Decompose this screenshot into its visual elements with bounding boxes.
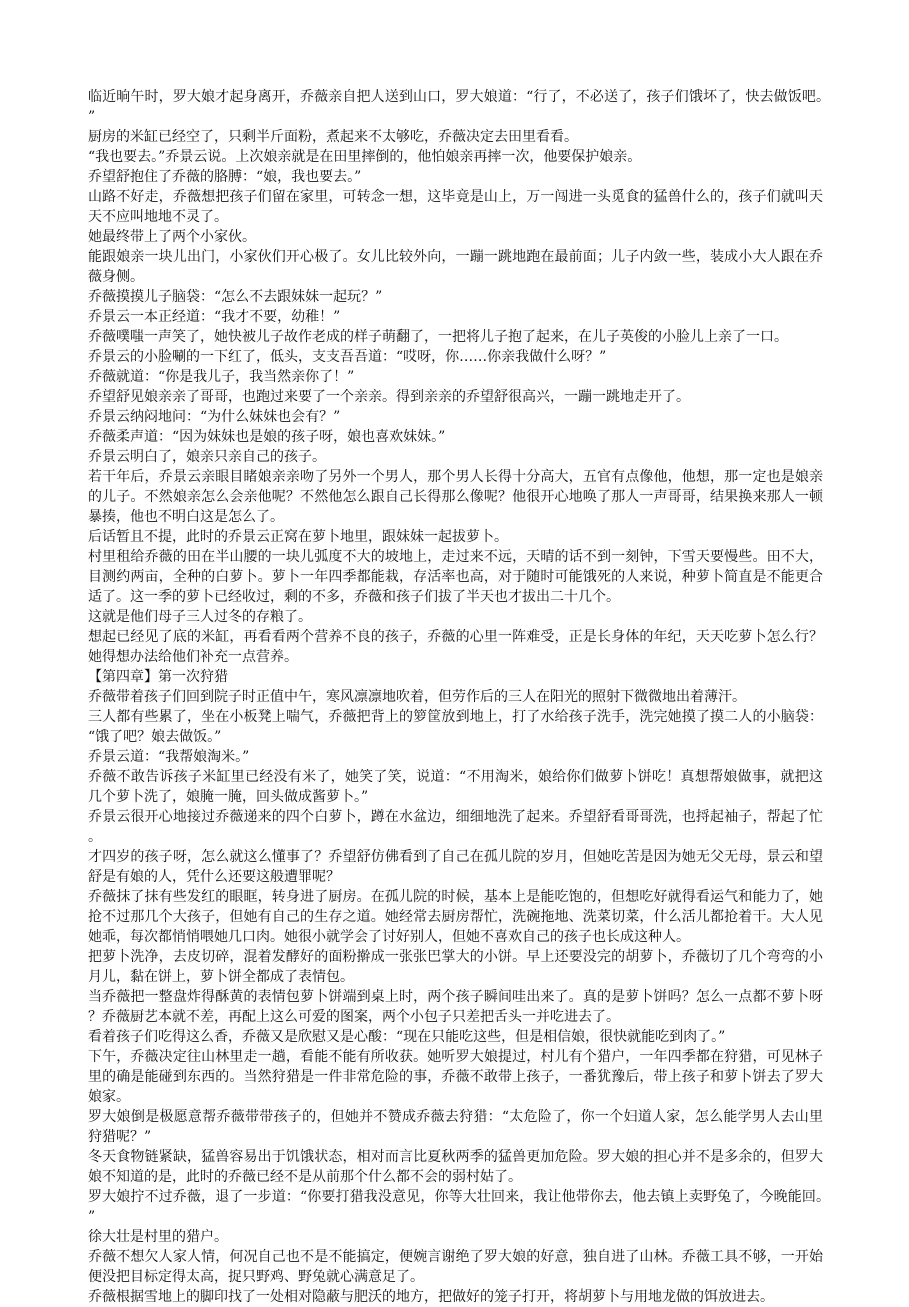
- paragraph: 罗大娘倒是极愿意帮乔薇带带孩子的，但她并不赞成乔薇去狩猎：“太危险了，你一个妇道人家，怎么能学男人去山里狩猎呢？”: [88, 1109, 823, 1145]
- paragraph: 后话暂且不提，此时的乔景云正窝在萝卜地里，跟妹妹一起拔萝卜。: [88, 529, 508, 545]
- paragraph: 冬天食物链紧缺，猛兽容易出于饥饿状态，相对而言比夏秋两季的猛兽更加危险。罗大娘的担心并不是多余的，但罗大娘不知道的是，此时的乔薇已经不是从前那个什么都不会的弱村姑了。: [88, 1149, 823, 1185]
- paragraph: 当乔薇把一整盘炸得酥黄的表情包萝卜饼端到桌上时，两个孩子瞬间哇出来了。真的是萝卜饼吗？怎么一点都不萝卜呀？乔薇厨艺本就不差，再配上这么可爱的图案，两个小包子只差把舌头一并吃进去了。: [88, 989, 823, 1025]
- chapter-heading: 【第四章】第一次狩猎: [88, 669, 228, 685]
- paragraph: 乔薇不想欠人家人情，何况自己也不是不能搞定，便婉言谢绝了罗大娘的好意，独自进了山林。乔薇工具不够，一开始便没把目标定得太高，捉只野鸡、野兔就心满意足了。: [88, 1249, 823, 1285]
- paragraph: 这就是他们母子三人过冬的存粮了。: [88, 609, 312, 625]
- paragraph: 山路不好走，乔薇想把孩子们留在家里，可转念一想，这毕竟是山上，万一闯进一头觅食的猛兽什么的，孩子们就叫天天不应叫地地不灵了。: [88, 189, 823, 225]
- paragraph: 临近晌午时，罗大娘才起身离开，乔薇亲自把人送到山口，罗大娘道：“行了，不必送了，孩子们饿坏了，快去做饭吧。”: [88, 89, 823, 125]
- paragraph: 乔景云纳闷地问：“为什么妹妹也会有？”: [88, 409, 341, 425]
- paragraph: 才四岁的孩子呀，怎么就这么懂事了？乔望舒仿佛看到了自己在孤儿院的岁月，但她吃苦是因为她无父无母，景云和望舒是有娘的人，凭什么还要这般遭罪呢？: [88, 849, 823, 885]
- paragraph: 乔望舒见娘亲亲了哥哥，也跑过来要了一个亲亲。得到亲亲的乔望舒很高兴，一蹦一跳地走开了。: [88, 389, 690, 405]
- paragraph: 看着孩子们吃得这么香，乔薇又是欣慰又是心酸：“现在只能吃这些，但是相信娘，很快就能吃到肉了。”: [88, 1029, 726, 1045]
- paragraph: 乔望舒抱住了乔薇的胳膊：“娘，我也要去。”: [88, 169, 362, 185]
- paragraph: 下午，乔薇决定往山林里走一趟，看能不能有所收获。她听罗大娘提过，村儿有个猎户，一年四季都在狩猎，可见林子里的确是能碰到东西的。当然狩猎是一件非常危险的事，乔薇不敢带上孩子，一番犹豫后，带上孩子和萝卜饼去了罗大娘家。: [88, 1049, 823, 1105]
- paragraph: 乔薇不敢告诉孩子米缸里已经没有米了，她笑了笑，说道：“不用淘米，娘给你们做萝卜饼吃！真想帮娘做事，就把这几个萝卜洗了，娘腌一腌，回头做成酱萝卜。”: [88, 769, 823, 805]
- paragraph: 乔薇噗嗤一声笑了，她快被儿子故作老成的样子萌翻了，一把将儿子抱了起来，在儿子英俊的小脸儿上亲了一口。: [88, 329, 788, 345]
- paragraph: 把萝卜洗净，去皮切碎，混着发酵好的面粉擀成一张张巴掌大的小饼。早上还要没完的胡萝卜，乔薇切了几个弯弯的小月儿，黏在饼上，萝卜饼全都成了表情包。: [88, 949, 823, 985]
- paragraph: “我也要去。”乔景云说。上次娘亲就是在田里摔倒的，他怕娘亲再摔一次，他要保护娘亲。: [88, 149, 642, 165]
- paragraph: 乔薇就道：“你是我儿子，我当然亲你了！”: [88, 369, 355, 385]
- paragraph: 乔薇带着孩子们回到院子时正值中午，寒风凛凛地吹着，但劳作后的三人在阳光的照射下微微地出着薄汗。: [88, 689, 746, 705]
- paragraph: 三人都有些累了，坐在小板凳上喘气，乔薇把背上的箩筐放到地上，打了水给孩子洗手，洗完她摸了摸二人的小脑袋：“饿了吧？娘去做饭。”: [88, 709, 823, 745]
- paragraph: 乔景云道：“我帮娘淘米。”: [88, 749, 250, 765]
- paragraph: 乔薇摸摸儿子脑袋：“怎么不去跟妹妹一起玩？”: [88, 289, 383, 305]
- paragraph: 她最终带上了两个小家伙。: [88, 229, 256, 245]
- paragraph: 乔薇根据雪地上的脚印找了一处相对隐蔽与肥沃的地方，把做好的笼子打开，将胡萝卜与用地龙做的饵放进去。: [88, 1289, 774, 1305]
- paragraph: 乔薇抹了抹有些发红的眼眶，转身进了厨房。在孤儿院的时候，基本上是能吃饱的，但想吃好就得看运气和能力了，她抢不过那几个大孩子，但她有自己的生存之道。她经常去厨房帮忙，洗碗拖地、洗菜切菜，什么活儿都抢着干。大人见她乖，每次都悄悄喂她几口肉。她很小就学会了讨好别人，但她不喜欢自己的孩子也长成这种人。: [88, 889, 823, 945]
- paragraph: 乔薇柔声道：“因为妹妹也是娘的孩子呀，娘也喜欢妹妹。”: [88, 429, 446, 445]
- paragraph: 能跟娘亲一块儿出门，小家伙们开心极了。女儿比较外向，一蹦一跳地跑在最前面；儿子内敛一些，装成小大人跟在乔薇身侧。: [88, 249, 823, 285]
- paragraph: 徐大壮是村里的猎户。: [88, 1229, 228, 1245]
- paragraph: 乔景云很开心地接过乔薇递来的四个白萝卜，蹲在水盆边，细细地洗了起来。乔望舒看哥哥洗，也捋起袖子，帮起了忙。: [88, 809, 823, 845]
- paragraph: 若干年后，乔景云亲眼目睹娘亲亲吻了另外一个男人，那个男人长得十分高大，五官有点像他，他想，那一定也是娘亲的儿子。不然娘亲怎么会亲他呢？不然他怎么跟自己长得那么像呢？他很开心地唤了那人一声哥哥，结果换来那人一顿暴揍，他也不明白这是怎么了。: [88, 469, 823, 525]
- paragraph: 想起已经见了底的米缸，再看看两个营养不良的孩子，乔薇的心里一阵难受，正是长身体的年纪，天天吃萝卜怎么行？她得想办法给他们补充一点营养。: [88, 629, 823, 665]
- paragraph: 厨房的米缸已经空了，只剩半斤面粉，煮起来不太够吃，乔薇决定去田里看看。: [88, 129, 578, 145]
- paragraph: 村里租给乔薇的田在半山腰的一块儿弧度不大的坡地上，走过来不远，天晴的话不到一刻钟，下雪天要慢些。田不大，目测约两亩，全种的白萝卜。萝卜一年四季都能栽，存活率也高，对于随时可能饿死的人来说，种萝卜简直是不能更合适了。这一季的萝卜已经收过，剩的不多，乔薇和孩子们拔了半天也才拔出二十几个。: [88, 549, 823, 605]
- document-page: [88, 87, 823, 1307]
- paragraph: 乔景云明白了，娘亲只亲自己的孩子。: [88, 449, 326, 465]
- paragraph: 乔景云的小脸唰的一下红了，低头，支支吾吾道：“哎呀，你……你亲我做什么呀？”: [88, 349, 607, 365]
- paragraph: 乔景云一本正经道：“我才不要，幼稚！”: [88, 309, 341, 325]
- paragraph: 罗大娘拧不过乔薇，退了一步道：“你要打猎我没意见，你等大壮回来，我让他带你去，他去镇上卖野兔了，今晚能回。”: [88, 1189, 823, 1225]
